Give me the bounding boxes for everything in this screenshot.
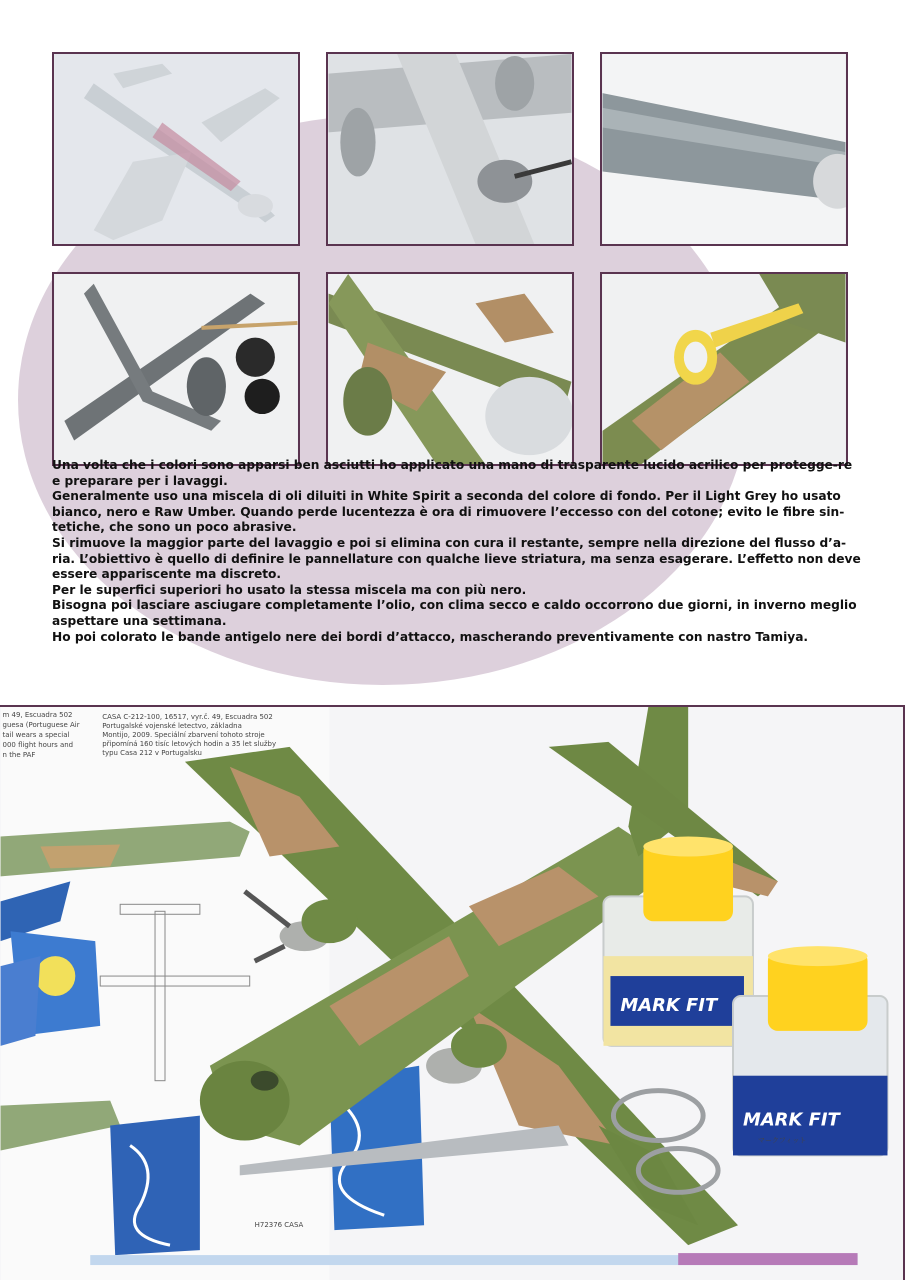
photo-camo-model-cotton <box>326 272 574 466</box>
decal-text-1: m 49, Escuadra 502 <box>2 710 73 719</box>
article-paragraph: Generalmente uso una miscela di oli diluiti in White Spirit a seconda del colore di fondo. Per il Light Grey ho usato bianco, nero e Raw Umber. Quando perde lucentezza è ora di rimuovere l’eccesso con del cotone; evito le fibre sin-tetiche, che sono un poco abrasive. <box>52 489 845 535</box>
decal-text-6: CASA C-212-100, 16517, vyr.č. 49, Escuadra 502 <box>102 712 273 721</box>
mark-fit-label-2: MARK FIT <box>742 1109 840 1131</box>
photo-tamiya-masking <box>600 272 848 466</box>
photo-grey-model-brush <box>52 272 300 466</box>
article-body <box>52 458 862 645</box>
article-paragraph: Bisogna poi lasciare asciugare completamente l’olio, con clima secco e caldo occorrono due giorni, in inverno meglio aspettare una settimana. <box>52 598 857 628</box>
decal-text-9: připomíná 160 tisíc letových hodin a 35 let služby <box>102 739 277 748</box>
decal-text-10: typu Casa 212 v Portugalsku <box>102 748 202 757</box>
photo-cotton-wipe <box>600 52 848 246</box>
article-paragraph: Si rimuove la maggior parte del lavaggio e poi si elimina con cura il restante, sempre nella direzione del flusso d’a-ria. L’obiettivo è quello di definire le pannellature con qualche lieve striatura, ma senza esagerare. L’effetto non deve essere appariscente ma discreto. <box>52 535 861 582</box>
decal-text-5: n the PAF <box>2 750 36 759</box>
photo-primer-model <box>52 52 300 246</box>
decal-text-4: 000 flight hours and <box>2 740 74 749</box>
decal-text-2: guesa (Portuguese Air <box>2 720 80 729</box>
photo-finished-model <box>0 705 905 1280</box>
decal-text-8: Montijo, 2009. Speciální zbarvení tohoto stroje <box>102 730 265 739</box>
mark-fit-jp-label: マークフィット <box>757 1136 807 1145</box>
article-paragraph: Per le superfici superiori ho usato la stessa miscela ma con più nero. <box>52 582 527 597</box>
decal-text-7: Portugalské vojenské letectvo, základna <box>102 721 242 730</box>
decal-product-code: H72376 CASA <box>254 1221 304 1230</box>
article-paragraph: Ho poi colorato le bande antigelo nere dei bordi d’attacco, mascherando preventivamente con nastro Tamiya. <box>52 629 809 644</box>
article-paragraph: Una volta che i colori sono apparsi ben asciutti ho applicato una mano di trasparente lucido acrilico per protegge-re e preparare per i lavaggi. <box>52 458 853 488</box>
decal-text-3: tail wears a special <box>2 730 70 739</box>
mark-fit-label-1: MARK FIT <box>620 994 718 1016</box>
photo-wash-brush <box>326 52 574 246</box>
